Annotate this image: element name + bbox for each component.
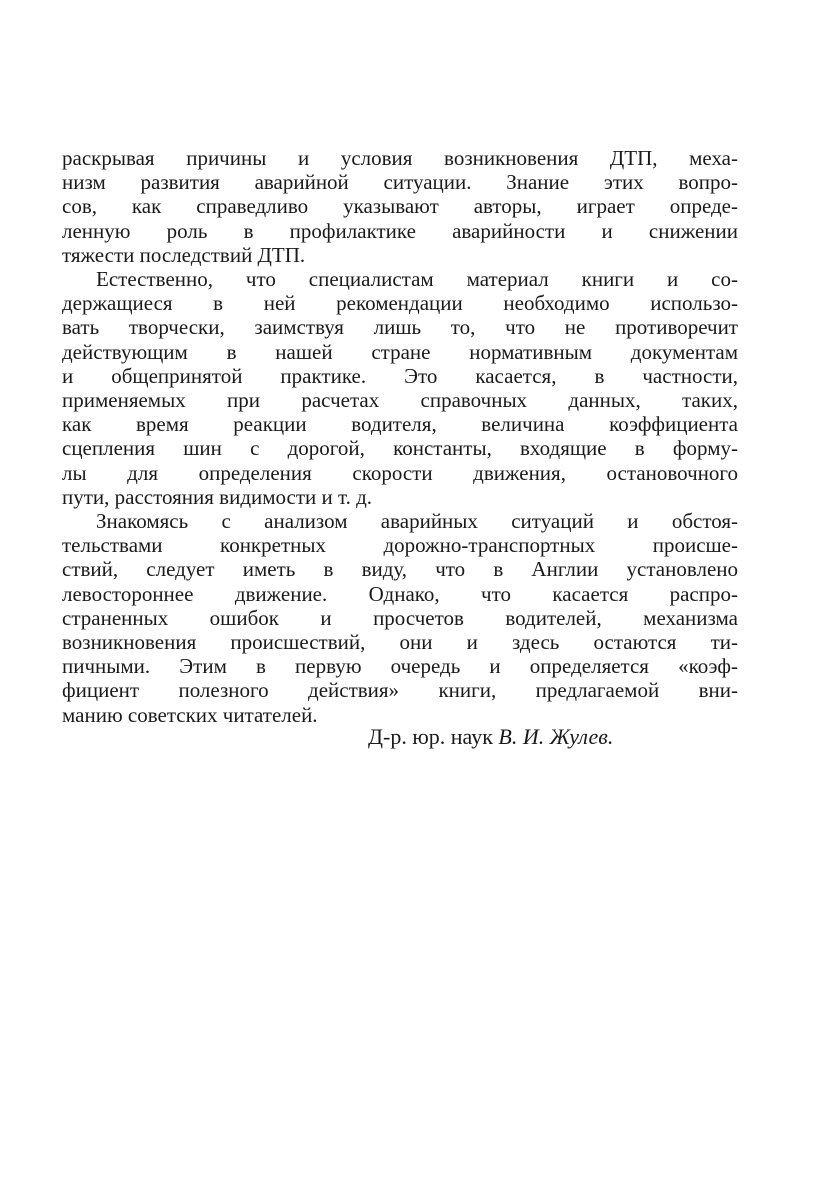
text-line: возникновения происшествий, они и здесь остаются ти- <box>62 630 738 655</box>
text-line: лы для определения скорости движения, остановочного <box>62 460 738 485</box>
text-line: Естественно, что специалистам материал книги и со- <box>96 267 738 292</box>
signature-degree: Д-р. юр. наук <box>368 724 493 749</box>
text-line: и общепринятой практике. Это касается, в частности, <box>62 363 738 388</box>
text-line: сцепления шин с дорогой, константы, входящие в форму- <box>62 436 738 461</box>
paragraph-3 <box>62 509 738 727</box>
text-line: действующим в нашей стране нормативным документам <box>62 339 738 364</box>
text-line: держащиеся в ней рекомендации необходимо использо- <box>62 291 738 316</box>
text-line: манию советских читателей. <box>62 702 318 727</box>
text-line: тельствами конкретных дорожно-транспортных происше- <box>62 533 738 558</box>
text-line: фициент полезного действия» книги, предлагаемой вни- <box>62 678 738 703</box>
text-line: ленную роль в профилактике аварийности и снижении <box>62 218 738 243</box>
text-line: применяемых при расчетах справочных данных, таких, <box>62 388 738 413</box>
text-line: пичными. Этим в первую очередь и определяется «коэф- <box>62 654 738 679</box>
signature <box>368 724 613 750</box>
text-line: пути, расстояния видимости и т. д. <box>62 484 373 509</box>
text-line: левостороннее движение. Однако, что касается распро- <box>62 581 738 606</box>
text-line: как время реакции водителя, величина коэффициента <box>62 412 738 437</box>
text-line: низм развития аварийной ситуации. Знание этих вопро- <box>62 170 738 195</box>
text-line: Знакомясь с анализом аварийных ситуаций и обстоя- <box>96 509 738 534</box>
body-text <box>62 146 738 727</box>
signature-name: В. И. Жулев. <box>498 724 614 749</box>
text-line: раскрывая причины и условия возникновения ДТП, меха- <box>62 146 738 170</box>
paragraph-2 <box>62 267 738 509</box>
text-line: ствий, следует иметь в виду, что в Англии установлено <box>62 557 738 582</box>
text-line: вать творчески, заимствуя лишь то, что не противоречит <box>62 315 738 340</box>
text-line: сов, как справедливо указывают авторы, играет опреде- <box>62 194 738 219</box>
paragraph-1 <box>62 146 738 267</box>
text-line: страненных ошибок и просчетов водителей, механизма <box>62 605 738 630</box>
text-line: тяжести последствий ДТП. <box>62 242 306 267</box>
